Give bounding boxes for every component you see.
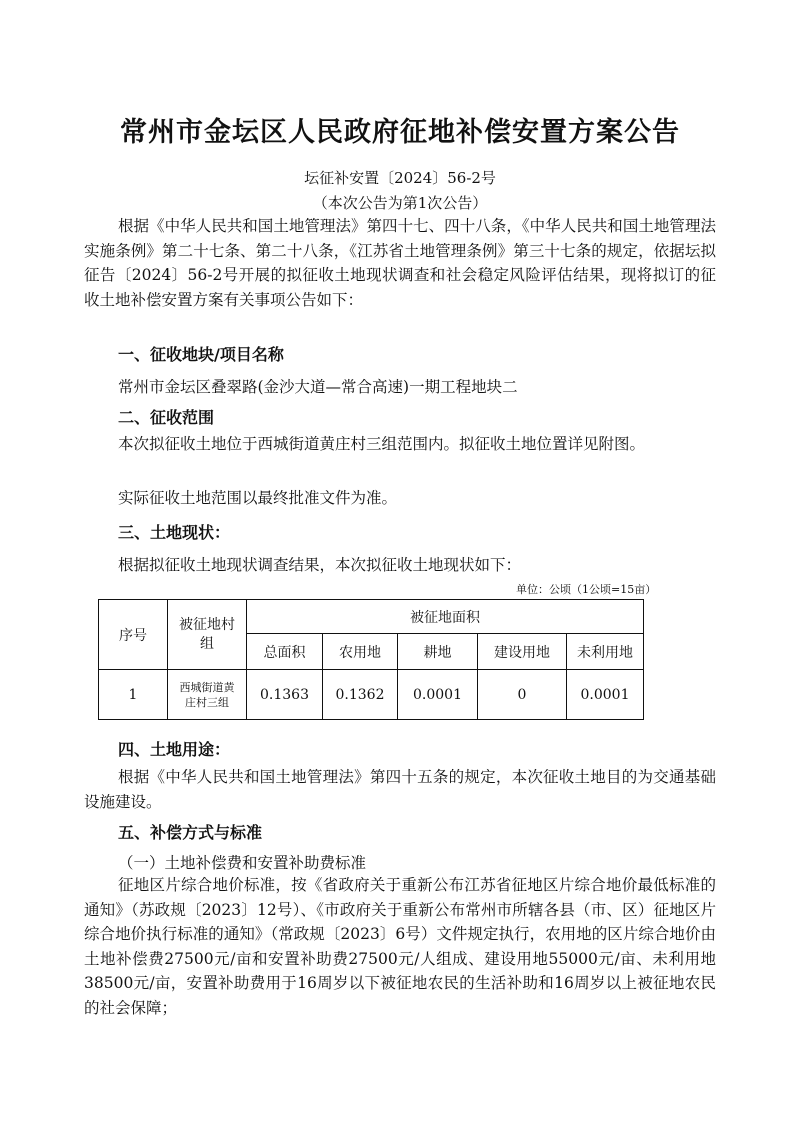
table-header-row (99, 600, 644, 634)
notice-count: （本次公告为第1次公告） (312, 194, 488, 212)
section-5-heading: 五、补偿方式与标准 (118, 823, 263, 842)
col-cultivated: 耕地 (398, 634, 478, 670)
col-total-area: 总面积 (247, 634, 323, 670)
table-unit-note: 单位：公顷（1公顷=15亩） (516, 583, 657, 596)
section-4-text: 根据《中华人民共和国土地管理法》第四十五条的规定，本次征收土地目的为交通基础设施建设。 (84, 768, 716, 811)
header-village: 被征地村组 (168, 600, 247, 670)
section-3-text: 根据拟征收土地现状调查结果，本次拟征收土地现状如下： (118, 556, 522, 574)
cell-seq: 1 (99, 670, 168, 720)
section-1-text: 常州市金坛区叠翠路(金沙大道—常合高速)一期工程地块二 (118, 378, 518, 396)
section-5-text: 征地区片综合地价标准，按《省政府关于重新公布江苏省征地区片综合地价最低标准的通知》（苏政规〔2023〕12号）、《市政府关于重新公布常州市所辖各县（市、区）征地区片综合地价执行标准的通知》（常政规〔2023〕6号）文件规定执行，农用地的区片综合地价由土地补偿费27500元/亩和安置补助费27500元/人组成、建设用地55000元/亩、未利用地38500元/亩，安置补助费用于16周岁以下被征地农民的生活补助和16周岁以上被征地农民的社会保障； (84, 876, 716, 1017)
land-status-table (98, 599, 644, 720)
cell-unused: 0.0001 (567, 670, 644, 720)
cell-farmland: 0.1362 (323, 670, 398, 720)
col-farmland: 农用地 (323, 634, 398, 670)
section-2-text-1: 本次拟征收土地位于西城街道黄庄村三组范围内。拟征收土地位置详见附图。 (118, 435, 646, 453)
cell-total-area: 0.1363 (247, 670, 323, 720)
section-5-sub-1: （一）土地补偿费和安置补助费标准 (118, 854, 367, 872)
section-3-heading: 三、土地现状： (118, 523, 231, 542)
header-seq: 序号 (99, 600, 168, 670)
table-row (99, 670, 644, 720)
cell-village: 西城街道黄庄村三组 (168, 670, 247, 720)
section-4-heading: 四、土地用途： (118, 740, 231, 759)
section-2-text-2: 实际征收土地范围以最终批准文件为准。 (118, 489, 398, 507)
col-unused: 未利用地 (567, 634, 644, 670)
cell-construction: 0 (478, 670, 567, 720)
section-1-heading: 一、征收地块/项目名称 (118, 345, 284, 364)
header-area-group: 被征地面积 (247, 600, 644, 634)
intro-paragraph: 根据《中华人民共和国土地管理法》第四十七、四十八条，《中华人民共和国土地管理法实施条例》第二十七条、第二十八条，《江苏省土地管理条例》第三十七条的规定，依据坛拟征告〔2024〕56-2号开展的拟征收土地现状调查和社会稳定风险评估结果，现将拟订的征收土地补偿安置方案有关事项公告如下： (84, 217, 716, 309)
col-construction: 建设用地 (478, 634, 567, 670)
document-title: 常州市金坛区人民政府征地补偿安置方案公告 (120, 117, 680, 148)
section-2-heading: 二、征收范围 (118, 408, 215, 427)
cell-cultivated: 0.0001 (398, 670, 478, 720)
document-number: 坛征补安置〔2024〕56-2号 (304, 169, 496, 187)
